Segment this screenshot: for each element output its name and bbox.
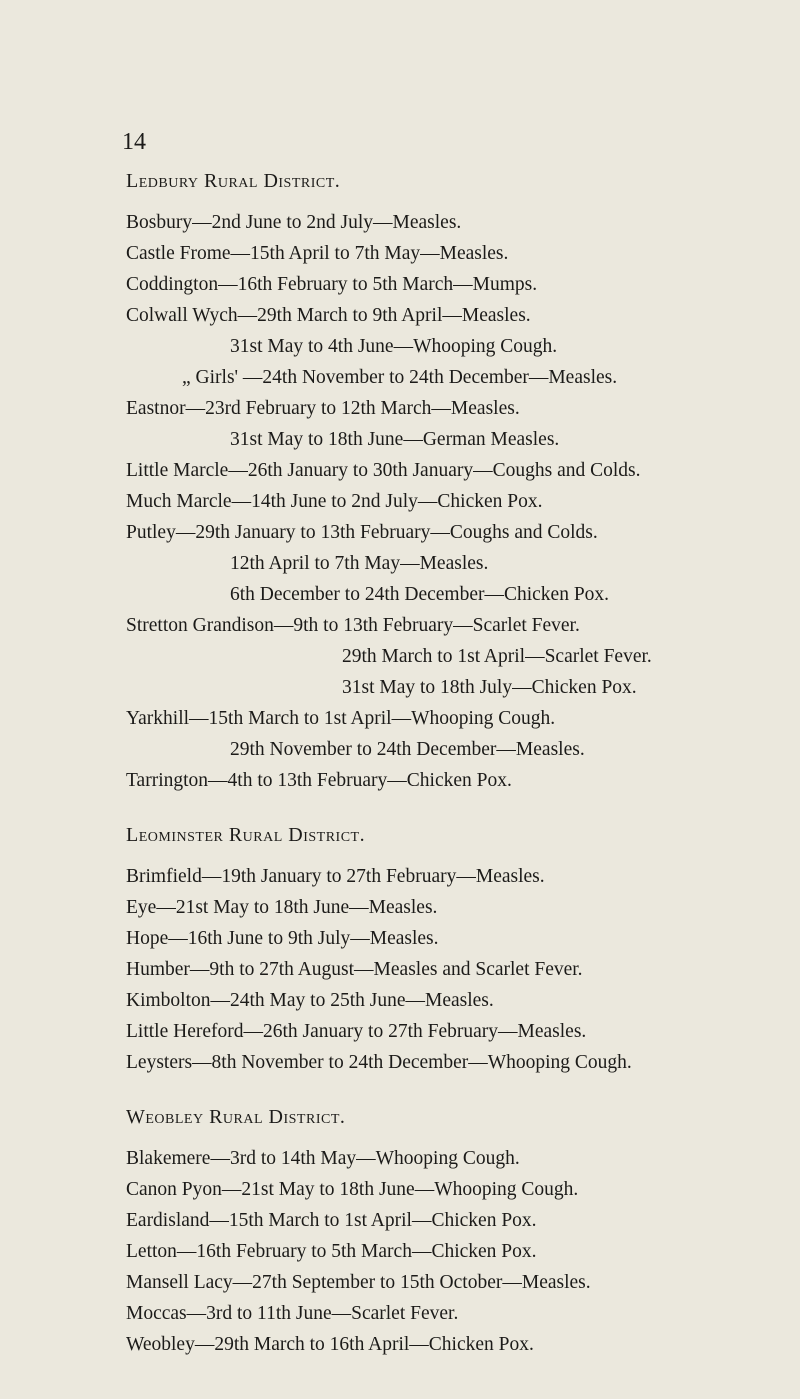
entry: Eardisland—15th March to 1st April—Chicken Pox. <box>126 1210 537 1231</box>
entry: Leysters—8th November to 24th December—Whooping Cough. <box>126 1052 632 1073</box>
entry-continuation: 31st May to 4th June—Whooping Cough. <box>230 336 558 357</box>
section-leominster <box>126 820 766 1078</box>
entry: Letton—16th February to 5th March—Chicken Pox. <box>126 1241 537 1262</box>
entry: Brimfield—19th January to 27th February—Measles. <box>126 866 545 887</box>
entry: Bosbury—2nd June to 2nd July—Measles. <box>126 212 462 233</box>
section-heading: Leominster Rural District. <box>126 824 366 846</box>
entry-continuation: 29th March to 1st April—Scarlet Fever. <box>342 646 652 667</box>
section-heading: Weobley Rural District. <box>126 1106 346 1128</box>
entry: Kimbolton—24th May to 25th June—Measles. <box>126 990 494 1011</box>
entry: „ Girls' —24th November to 24th December—Measles. <box>182 367 618 388</box>
entry-continuation: 31st May to 18th July—Chicken Pox. <box>342 677 637 698</box>
entry: Weobley—29th March to 16th April—Chicken Pox. <box>126 1334 534 1355</box>
document-body <box>126 166 766 1360</box>
entry: Coddington—16th February to 5th March—Mumps. <box>126 274 538 295</box>
entry: Little Marcle—26th January to 30th January—Coughs and Colds. <box>126 460 641 481</box>
entry-continuation: 6th December to 24th December—Chicken Pox. <box>230 584 610 605</box>
entry: Blakemere—3rd to 14th May—Whooping Cough. <box>126 1148 520 1169</box>
entry: Stretton Grandison—9th to 13th February—Scarlet Fever. <box>126 615 580 636</box>
entry: Hope—16th June to 9th July—Measles. <box>126 928 439 949</box>
entry-continuation: 12th April to 7th May—Measles. <box>230 553 489 574</box>
entry: Mansell Lacy—27th September to 15th October—Measles. <box>126 1272 591 1293</box>
entry: Colwall Wych—29th March to 9th April—Measles. <box>126 305 531 326</box>
entry-continuation: 31st May to 18th June—German Measles. <box>230 429 560 450</box>
entry: Little Hereford—26th January to 27th February—Measles. <box>126 1021 587 1042</box>
entry: Humber—9th to 27th August—Measles and Scarlet Fever. <box>126 959 583 980</box>
section-ledbury <box>126 166 766 796</box>
entry: Putley—29th January to 13th February—Coughs and Colds. <box>126 522 598 543</box>
entry: Tarrington—4th to 13th February—Chicken Pox. <box>126 770 512 791</box>
entry-continuation: 29th November to 24th December—Measles. <box>230 739 585 760</box>
entry: Much Marcle—14th June to 2nd July—Chicken Pox. <box>126 491 543 512</box>
entry: Eastnor—23rd February to 12th March—Measles. <box>126 398 520 419</box>
section-weobley <box>126 1102 766 1360</box>
entry: Eye—21st May to 18th June—Measles. <box>126 897 438 918</box>
section-heading: Ledbury Rural District. <box>126 170 341 192</box>
entry: Castle Frome—15th April to 7th May—Measles. <box>126 243 509 264</box>
entry: Canon Pyon—21st May to 18th June—Whooping Cough. <box>126 1179 579 1200</box>
page-number: 14 <box>122 129 146 155</box>
entry: Yarkhill—15th March to 1st April—Whooping Cough. <box>126 708 556 729</box>
entry: Moccas—3rd to 11th June—Scarlet Fever. <box>126 1303 459 1324</box>
